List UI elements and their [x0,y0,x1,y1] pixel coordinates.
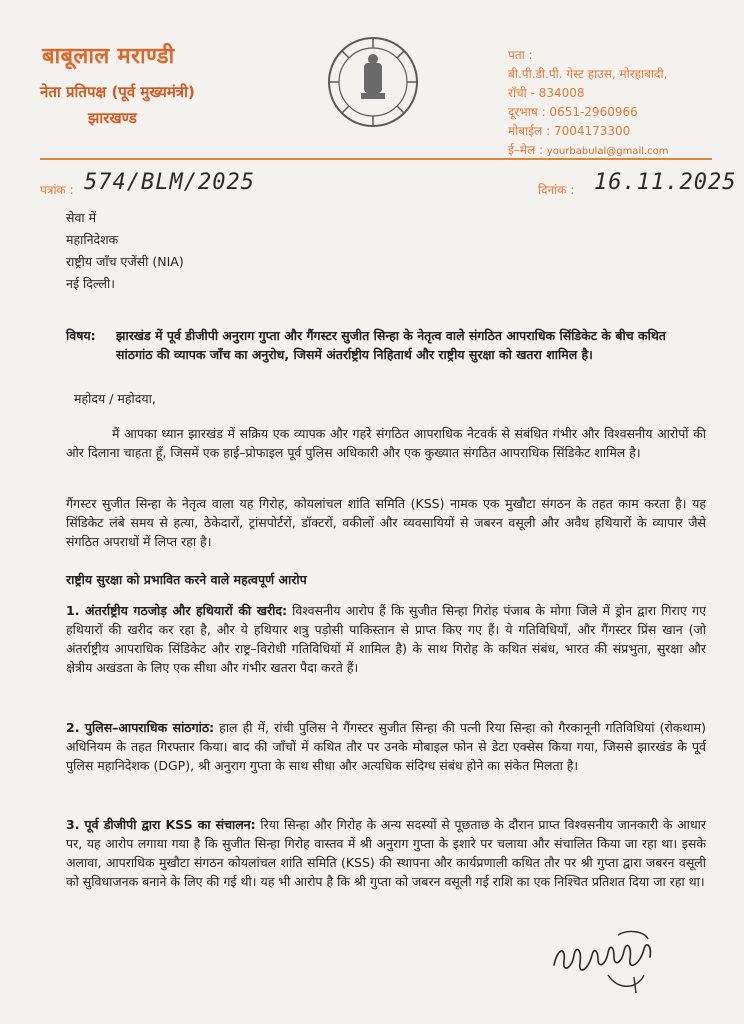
section-heading: राष्ट्रीय सुरक्षा को प्रभावित करने वाले महत्वपूर्ण आरोप [66,572,307,587]
date-value: 16.11.2025 [594,170,737,195]
subject-text: झारखंड में पूर्व डीजीपी अनुराग गुप्ता और गैंगस्टर सुजीत सिन्हा के नेतृत्व वाले संगठित आपराधिक सिंडिकेट के बीच कथित सांठगांठ की व्यापक जाँच का अनुरोध, जिसमें अंतर्राष्ट्रीय निहितार्थ और राष्ट्रीय सुरक्षा को खतरा शामिल है। [116,328,666,362]
letterhead-designation: नेता प्रतिपक्ष (पूर्व मुख्यमंत्री) [40,83,195,101]
body-paragraph-1: मैं आपका ध्यान झारखंड में सक्रिय एक व्यापक और गहरे संगठित आपराधिक नेटवर्क से संबंधित गंभीर और विश्वसनीय आरोपों की ओर दिलाना चाहता हूँ, जिसमें एक हाई–प्रोफाइल पूर्व पुलिस अधिकारी और एक कुख्यात संगठित आपराधिक सिंडिकेट शामिल है। [66,426,706,460]
body-paragraph-2: गैंगस्टर सुजीत सिन्हा के नेतृत्व वाला यह गिरोह, कोयलांचल शांति समिति (KSS) नामक एक मुखौटा संगठन के तहत काम करता है। यह सिंडिकेट लंबे समय से हत्या, ठेकेदारों, ट्रांसपोर्टरों, डॉक्टरों, वकीलों और व्यवसायियों से जबरन वसूली और अवैध हथियारों के व्यापार जैसे संगठित अपराधों में लिप्त रहा है। [66,496,706,549]
reference-label: पत्रांक : [40,183,74,197]
addressee-block [66,207,184,295]
subject-label: विषय: [66,328,96,343]
salutation: महोदय / महोदया, [74,391,156,406]
address-line: राँची - 834008 [508,86,585,100]
point-1-title: 1. अंतर्राष्ट्रीय गठजोड़ और हथियारों की खरीद: [66,603,287,618]
mobile-line: मोबाईल : 7004173300 [508,124,631,138]
allegation-point-3 [66,815,706,891]
reference-number: 574/BLM/2025 [84,170,255,195]
addressee-line: नई दिल्ली। [66,276,116,291]
point-3-title: 3. पूर्व डीजीपी द्वारा KSS का संचालन: [66,817,256,832]
allegation-point-1 [66,601,706,677]
addressee-line: सेवा में [66,210,97,225]
point-3-text: रिया सिन्हा और गिरोह के अन्य सदस्यों से पूछताछ के दौरान प्राप्त विश्वसनीय जानकारी के आधार पर, यह आरोप लगाया गया है कि सुजीत सिन्हा गिरोह वास्तव में श्री अनुराग गुप्ता के इशारे पर चलाया और संचालित किया जा रहा था। इसके अलावा, आपराधिक मुखौटा संगठन कोयलांचल शांति समिति (KSS) की स्थापना और कार्यप्रणाली कथित तौर पर श्री गुप्ता द्वारा जबरन वसूली को सुविधाजनक बनाने के लिए की गई थी। यह भी आरोप है कि श्री गुप्ता को जबरन वसूली गई राशि का एक निश्चित प्रतिशत दिया जा रहा था। [66,817,706,889]
point-1-text: विश्वसनीय आरोप हैं कि सुजीत सिन्हा गिरोह पंजाब के मोगा जिले में ड्रोन द्वारा गिराए गए हथियारों की खरीद कर रहा है, और ये हथियार शत्रु पड़ोसी पाकिस्तान से प्राप्त किए गए हैं। ये गतिविधियाँ, और गैंगस्टर प्रिंस खान (जो अंतर्राष्ट्रीय आपराधिक सिंडिकेट और राष्ट्र–विरोधी गतिविधियों में शामिल है) के साथ गिरोह के कथित संबंध, भारत की संप्रभुता, सुरक्षा और क्षेत्रीय अखंडता के लिए एक सीधा और गंभीर खतरा पैदा करते हैं। [66,603,706,675]
jharkhand-emblem-icon [326,35,420,129]
point-2-title: 2. पुलिस–आपराधिक सांठगांठ: [66,720,215,735]
allegation-point-2 [66,718,706,775]
letterhead-state: झारखण्ड [88,109,137,127]
addressee-line: महानिदेशक [66,232,119,247]
date-label: दिनांक : [538,183,575,197]
addressee-line: राष्ट्रीय जाँच एजेंसी (NIA) [66,254,184,269]
point-2-text: हाल ही में, रांची पुलिस ने गैंगस्टर सुजीत सिन्हा की पत्नी रिया सिन्हा को गैरकानूनी गतिविधियां (रोकथाम) अधिनियम के तहत गिरफ्तार किया। बाद की जाँचों में कथित तौर पर उनके मोबाइल फोन से डेटा एक्सेस किया गया, जिससे झारखंड के पूर्व पुलिस महानिदेशक (DGP), श्री अनुराग गुप्ता के साथ सीधा और अत्यधिक संदिग्ध संबंध होने का संकेत मिलता है। [66,720,706,773]
letterhead-address [508,46,669,161]
letterhead-name: बाबूलाल मराण्डी [42,44,175,69]
email-link[interactable]: yourbabulal@gmail.com [546,146,669,157]
signature-icon [548,925,668,995]
letterhead-divider [40,158,712,160]
email-label: ई–मेल : [508,143,547,157]
address-line: पता : [508,48,533,62]
phone-line: दूरभाष : 0651-2960966 [508,105,638,119]
address-line: बी.पी.डी.पी. गेस्ट हाउस, मोरहाबादी, [508,67,668,81]
